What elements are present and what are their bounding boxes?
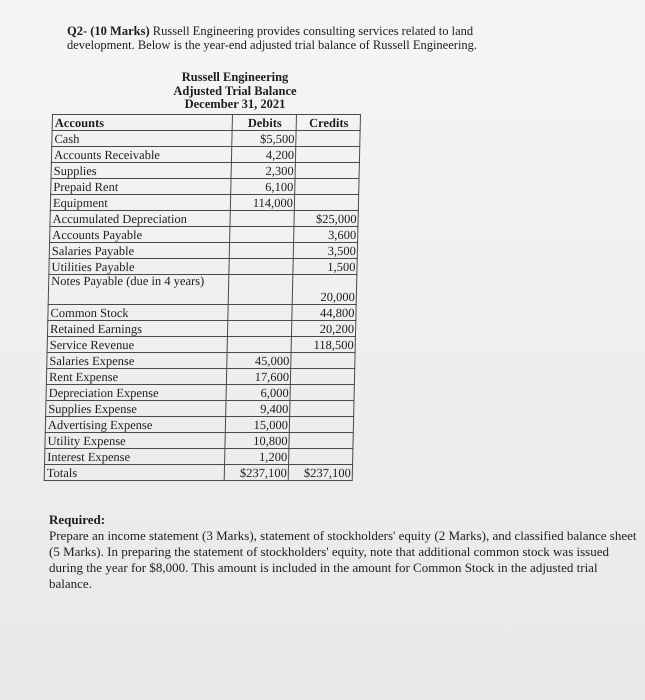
credit-cell: 44,800	[292, 305, 356, 321]
account-cell: Equipment	[50, 195, 230, 211]
debit-cell: 10,800	[225, 433, 289, 449]
required-section	[49, 512, 639, 592]
account-cell: Utility Expense	[45, 433, 225, 449]
debit-cell: 45,000	[227, 353, 291, 369]
table-row	[50, 211, 358, 227]
account-cell: Accounts Receivable	[51, 147, 231, 163]
debit-cell	[227, 337, 291, 353]
debit-cell: 6,000	[226, 385, 290, 401]
credit-cell: 3,500	[293, 243, 357, 259]
header-debits: Debits	[232, 115, 296, 131]
trial-balance-table	[44, 114, 361, 481]
account-cell: Notes Payable (due in 4 years)	[48, 275, 229, 305]
account-cell: Salaries Expense	[47, 353, 227, 369]
debit-cell	[227, 321, 291, 337]
account-cell: Rent Expense	[46, 369, 226, 385]
statement-title: Adjusted Trial Balance	[173, 83, 297, 98]
table-row	[48, 275, 357, 305]
debit-cell	[229, 259, 293, 275]
table-row	[49, 259, 357, 275]
account-cell: Depreciation Expense	[46, 385, 226, 401]
table-row	[51, 147, 359, 163]
account-cell: Advertising Expense	[45, 417, 225, 433]
account-cell: Utilities Payable	[49, 259, 229, 275]
table-row	[50, 195, 358, 211]
account-cell: Prepaid Rent	[51, 179, 231, 195]
table-row	[47, 337, 355, 353]
account-cell: Cash	[52, 131, 232, 147]
account-cell: Common Stock	[48, 305, 228, 321]
table-row	[47, 353, 355, 369]
required-text: Prepare an income statement (3 Marks), statement of stockholders' equity (2 Marks), and classified balance sheet (5 Marks). In preparing the statement of stockholders' equity, note that additional common stock was issued during the year for $8,000. This amount is included in the amount for Common Stock in the adjusted trial balance.	[49, 528, 637, 591]
debit-cell: 9,400	[226, 401, 290, 417]
table-header-row	[52, 115, 360, 131]
header-credits: Credits	[296, 115, 360, 131]
account-cell: Retained Earnings	[47, 321, 227, 337]
account-cell: Interest Expense	[45, 449, 225, 465]
account-cell: Salaries Payable	[49, 243, 229, 259]
credit-cell	[290, 369, 354, 385]
debit-cell: $5,500	[232, 131, 296, 147]
credit-cell: 20,200	[291, 321, 355, 337]
credit-cell	[296, 131, 360, 147]
debit-cell	[228, 275, 293, 305]
credit-cell	[295, 147, 359, 163]
table-row	[45, 449, 353, 465]
table-row	[51, 179, 359, 195]
table-row	[48, 305, 356, 321]
table-row	[46, 369, 354, 385]
trial-balance-body	[44, 115, 360, 481]
debit-cell: 17,600	[226, 369, 290, 385]
trial-balance-table-wrapper	[44, 114, 361, 481]
account-cell: Supplies Expense	[46, 401, 226, 417]
account-cell: Accounts Payable	[50, 227, 230, 243]
company-name: Russell Engineering	[181, 70, 289, 84]
required-heading: Required:	[49, 512, 106, 527]
table-row	[44, 465, 352, 481]
table-row	[49, 243, 357, 259]
debit-cell: 2,300	[231, 163, 295, 179]
table-row	[47, 321, 355, 337]
credit-cell: 20,000	[292, 275, 357, 305]
credit-cell	[289, 433, 353, 449]
credit-cell	[290, 385, 354, 401]
credit-cell	[295, 163, 359, 179]
debit-cell	[230, 211, 294, 227]
question-label: Q2- (10 Marks)	[67, 24, 150, 38]
debit-cell	[228, 305, 292, 321]
table-row	[45, 433, 353, 449]
debit-cell	[229, 243, 293, 259]
statement-date: December 31, 2021	[184, 97, 286, 111]
credit-cell: 1,500	[293, 259, 357, 275]
account-cell: Accumulated Depreciation	[50, 211, 230, 227]
account-cell: Service Revenue	[47, 337, 227, 353]
credit-cell	[294, 195, 358, 211]
debit-cell: 4,200	[231, 147, 295, 163]
account-cell: Supplies	[51, 163, 231, 179]
credit-cell: 118,500	[291, 337, 355, 353]
credit-cell: $25,000	[294, 211, 358, 227]
credit-cell	[295, 179, 359, 195]
table-row	[52, 131, 360, 147]
credit-cell	[291, 353, 355, 369]
question-text: Russell Engineering provides consulting services related to land development. Below is the year-end adjusted trial balance of Russell Engineering.	[67, 24, 478, 52]
debit-cell: 15,000	[225, 417, 289, 433]
account-cell: Totals	[44, 465, 224, 481]
table-row	[45, 417, 353, 433]
question-intro	[67, 24, 537, 52]
debit-cell: 114,000	[230, 195, 294, 211]
table-row	[50, 227, 358, 243]
debit-cell: 6,100	[231, 179, 295, 195]
credit-cell	[289, 449, 353, 465]
credit-cell	[289, 417, 353, 433]
credit-cell: $237,100	[288, 465, 352, 481]
credit-cell	[290, 401, 354, 417]
header-accounts: Accounts	[52, 115, 232, 131]
table-row	[46, 401, 354, 417]
table-row	[46, 385, 354, 401]
table-row	[51, 163, 359, 179]
debit-cell	[230, 227, 294, 243]
credit-cell: 3,600	[294, 227, 358, 243]
trial-balance-title-block	[150, 71, 320, 112]
debit-cell: $237,100	[224, 465, 288, 481]
debit-cell: 1,200	[225, 449, 289, 465]
